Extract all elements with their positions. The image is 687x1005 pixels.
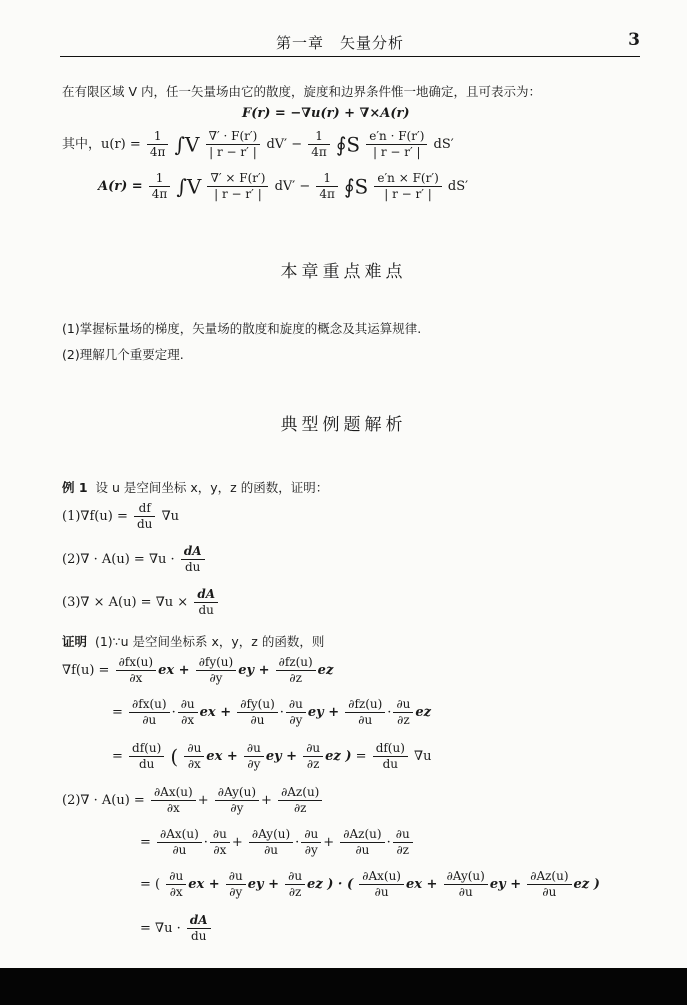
- section-title-key-points: 本章重点难点: [280, 262, 407, 282]
- helmholtz-equation: F(r) = −∇u(r) + ∇×A(r): [242, 106, 410, 121]
- example-item-3: (3)∇ × A(u) = ∇u × $\frac{dA}{du}$: [62, 588, 220, 617]
- proof-line-4: (2)∇ · A(u) = $\frac{\partial Ax(u)}{\partial x}$ + $\frac{\partial Ay(u)}{\partial y}$ + $\frac{\partial Az(u)}{\partial z}$: [62, 786, 324, 815]
- proof-line-5: = $\frac{\partial Ax(u)}{\partial u}$ · $\frac{\partial u}{\partial x}$ + $\frac{\partial Ay(u)}{\partial u}$ · $\frac{\partial u}{\partial y}$ + $\frac{\partial Az(u)}{\partial u}$ · $\frac{\partial u}{\partial z}$: [140, 828, 415, 857]
- example-item-2: (2)∇ · A(u) = ∇u · $\frac{dA}{du}$: [62, 545, 207, 574]
- example-statement: 例 1 设 u 是空间坐标 x，y，z 的函数，证明：: [62, 480, 329, 495]
- proof-line-2: = $\frac{\partial fx(u)}{\partial u}$ · $\frac{\partial u}{\partial x}$ ex + $\frac{\partial fy(u)}{\partial u}$ · $\frac{\partial u}{\partial y}$ ey + $\frac{\partial fz(u)}{\partial u}$ · $\frac{\partial u}{\partial z}$ ez: [112, 697, 432, 728]
- chapter-title: 第一章 矢量分析: [276, 34, 405, 52]
- key-point-2: (2)理解几个重要定理.: [62, 347, 184, 362]
- page-header: [60, 32, 640, 58]
- proof-line-7: = ∇u · $\frac{dA}{du}$: [140, 914, 213, 943]
- proof-intro: 证明 (1)∵u 是空间坐标系 x，y，z 的函数，则: [62, 634, 325, 649]
- page-number: 3: [628, 30, 640, 50]
- proof-line-3: = $\frac{df(u)}{du}$ ( $\frac{\partial u}{\partial x}$ ex + $\frac{\partial u}{\partial y}$ ey + $\frac{\partial u}{\partial z}$ ez ) = $\frac{df(u)}{du}$ ∇u: [112, 741, 432, 772]
- key-point-1: (1)掌握标量场的梯度，矢量场的散度和旋度的概念及其运算规律.: [62, 321, 422, 336]
- proof-line-6: = ( $\frac{\partial u}{\partial x}$ ex + $\frac{\partial u}{\partial y}$ ey + $\frac{\partial u}{\partial z}$ ez ) · ( $\frac{\partial Ax(u)}{\partial u}$ ex + $\frac{\partial Ay(u)}{\partial u}$ ey + $\frac{\partial Az(u)}{\partial u}$ ez ): [140, 869, 600, 900]
- equation-A: A(r) = $\frac{1}{4\pi}$ ∫V $\frac{\nabla' \times F(r')}{| r - r' |}$ dV′ − $\frac{1}{4\pi}$ ∮S $\frac{e'n \times F(r')}{| r - r' |}$ dS′: [98, 171, 469, 202]
- section-title-examples: 典型例题解析: [280, 415, 407, 435]
- proof-line-1: ∇f(u) = $\frac{\partial fx(u)}{\partial x}$ ex + $\frac{\partial fy(u)}{\partial y}$ ey + $\frac{\partial fz(u)}{\partial z}$ ez: [62, 655, 334, 686]
- bottom-black-bar: [0, 968, 687, 1005]
- example-item-1: (1)∇f(u) = $\frac{df}{du}$ ∇u: [62, 501, 180, 532]
- header-rule: [60, 56, 640, 57]
- equation-u: 其中，u(r) = $\frac{1}{4\pi}$ ∫V $\frac{\nabla' \cdot F(r')}{| r - r' |}$ dV′ − $\frac{1}{4\pi}$ ∮S $\frac{e'n \cdot F(r')}{| r - r' |}$ dS′: [62, 129, 454, 160]
- intro-text: 在有限区域 V 内，任一矢量场由它的散度，旋度和边界条件惟一地确定，且可表示为：: [62, 84, 541, 99]
